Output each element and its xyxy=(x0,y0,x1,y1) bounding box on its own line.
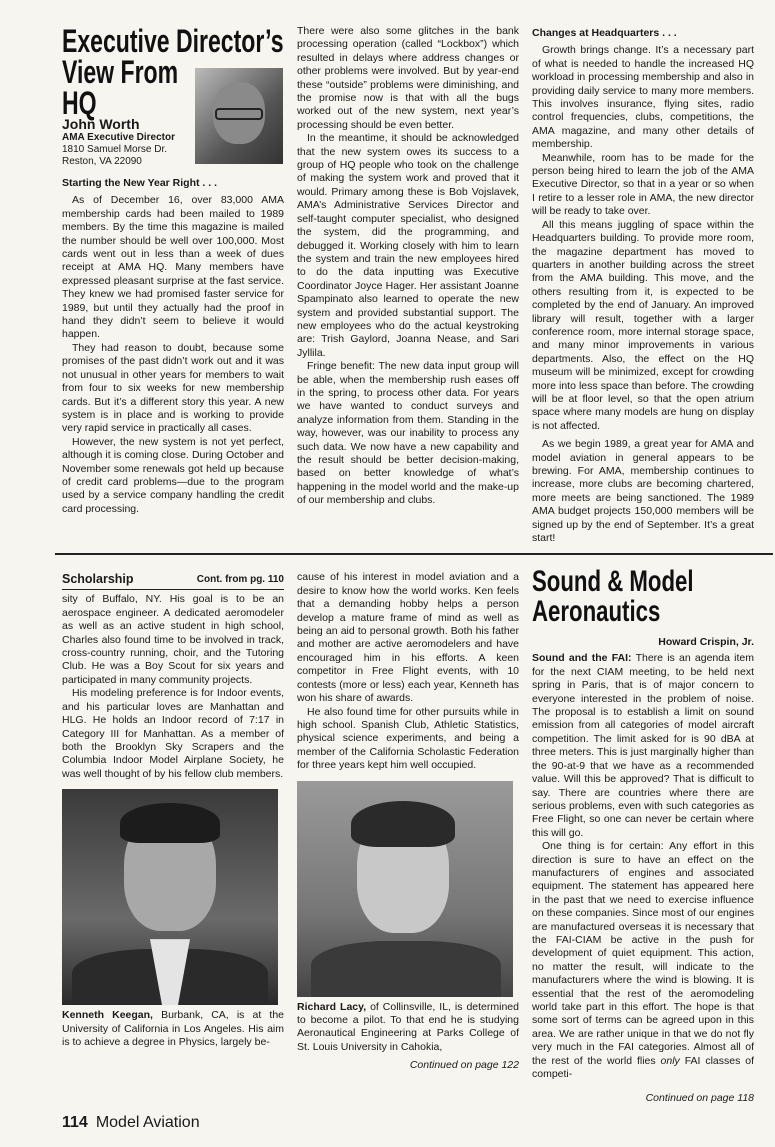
author-role: AMA Executive Director xyxy=(62,132,175,143)
scholarship-header xyxy=(62,571,284,590)
article-header xyxy=(62,25,284,177)
article1-column-3 xyxy=(532,25,754,545)
scholarship-column-1 xyxy=(62,567,284,1049)
continued-on-page-118: Continued on page 118 xyxy=(645,1092,754,1105)
address-line: Reston, VA 22090 xyxy=(62,156,142,167)
sound-article-column xyxy=(532,567,754,1105)
address-line: 1810 Samuel Morse Dr. xyxy=(62,144,168,155)
section-divider xyxy=(55,553,773,555)
paragraph: All this means juggling of space within the Headquarters building. To provide more room, the magazine department has moved to quarters in another building across the street from the AMA building. This move, and the others resulting from it, is expected to be completed by the end of January. An improved library will result, together with a larger conference room, more internal storage space, and many minor improvements in various departments. Also, the effect on the HQ museum will be minimized, except for crowding more into less space than before. The crowding will be at floor level, so that the open atrium space where many models are hung on display is not affected. xyxy=(532,218,754,432)
paragraph: As of December 16, over 83,000 AMA membership cards had been mailed to 1989 members. By the time this magazine is mailed the number should be well over 100,000. Most cards went out in less than a week of dues receipt at AMA HQ. Many members have expressed pleasant surprise at the fast service. They knew we had promised faster service for 1989, but until they actually had the proof in hand they didn’t seem to believe it would happen. xyxy=(62,194,284,341)
richard-lacy-caption xyxy=(297,1001,519,1055)
paragraph: He also found time for other pursuits while in high school. Spanish Club, Athletic Statistics, physical science experiments, and being a member of the California Scholastic Federation for three years kept him well occupied. xyxy=(297,705,519,772)
paragraph xyxy=(532,652,754,840)
paragraph: sity of Buffalo, NY. His goal is to be an aerospace engineer. A dedicated aeromodeler as well as an active student in high school, Charles also found time to be involved in track, cross-country running, choir, and the Tutoring Club. He was a Boy Scout for six years and participated in many community projects. xyxy=(62,593,284,686)
title-line: Executive Director’s xyxy=(62,23,284,59)
paragraph-text: There is an agenda item for the next CIAM meeting, to be held next spring in Paris, that is of major concern to everyone interested in the problem of noise. The proposal is to establish a limit on sound emission from all categories of model aircraft competition. The limit asked for is 90 dBA at three meters. This is just marginally higher than the 90-at-9 that we have as a recommended value. Will this be approved? That is difficult to say. There are countries where there are serious problems, even with such categories as Free Flight, so one can never be certain where this will go. xyxy=(532,652,754,839)
caption-text: Burbank, CA, is at the University of California in Los Angeles. His aim is to achieve a degree in Physics, largely be- xyxy=(62,1009,284,1048)
title-line: Sound & Model xyxy=(532,565,694,599)
paragraph: In the meantime, it should be acknowledged that the new system owes its success to a group of HQ people who took on the challenge of making the system work and proved that it would. Primary among these is Bob Vojslavek, AMA’s Administrative Services Director and self-taught computer specialist, who designed the system, did the programming, and debugged it. Working closely with him to learn the system and train the new employees hired to do the data inputting was Executive Coordinator Joyce Hager. Her assistant Joanne Spampinato also learned to operate the new system and provided substantial support. The new employees who do the actual keystroking are: Trish Gaylord, Joanna Nease, and Sari Jyllila. xyxy=(297,132,519,359)
paragraph: His modeling preference is for Indoor events, and his particular loves are Manhattan and HLG. He holds an Indoor record of 7:17 in Category III for Manhattan. As a member of both the Brooklyn Sky Scrapers and the Columbia Indoor Model Airplane Society, he was well thought of by his fellow club members. xyxy=(62,687,284,780)
title-line: Aeronautics xyxy=(532,595,661,629)
paragraph-text: One thing is for certain: Any effort in this direction is sure to have an effect on the manufacturers of engines and associated equipment. The statement has appeared here in the past that we need to exercise influence on these companies. Since most of our engines are manufactured overseas it is necessary that the FAI-CIAM be active in the push for development of quiet equipment. This action, no matter the result, will indicate to the manufacturers where the wind is blowing. It is essential that the rest of the aeromodeling world take part in this effort. The hope is that some sort of terms can be agreed upon in this area. We are rather unique in that we do not fly very much in the FAI categories. Almost all of the rest of the world flies xyxy=(532,840,754,1067)
section-heading: Starting the New Year Right . . . xyxy=(62,177,218,189)
scholarship-column-2 xyxy=(297,567,519,1072)
title-line: View From xyxy=(62,54,179,90)
author-name: John Worth xyxy=(62,116,140,132)
paragraph-tail: FAI classes of competi- xyxy=(532,1054,754,1081)
sound-article-title xyxy=(532,567,696,627)
author-portrait-photo xyxy=(195,68,283,164)
paragraph: Meanwhile, room has to be made for the person being hired to learn the job of the AMA Executive Director, so that in a year or so when I retire to a lesser role in AMA, the new director will be ready to take over. xyxy=(532,151,754,218)
paragraph xyxy=(532,840,754,1081)
section-heading: Changes at Headquarters . . . xyxy=(532,27,677,39)
top-section xyxy=(62,25,755,545)
bottom-section xyxy=(62,567,755,1105)
scholarship-heading: Scholarship xyxy=(62,572,134,587)
paragraph: They had reason to doubt, because some promises of the past didn’t work out and it was not unusual in other years for members to wait from four to six weeks for new membership cards. But it’s a different story this year. A new system is in place and is working to provide very rapid service in practically all cases. xyxy=(62,341,284,435)
sound-article-author: Howard Crispin, Jr. xyxy=(658,636,754,649)
author-block xyxy=(62,117,190,168)
paragraph: There were also some glitches in the bank processing operation (called “Lockbox”) which resulted in delays where address changes or other problems were involved. But by year-end these “outside” problems were diminishing, and the promise now is that with all the bugs worked out of the new system, next year’s processing should be even better. xyxy=(297,25,519,131)
kenneth-keegan-caption xyxy=(62,1009,284,1049)
lead-in: Sound and the FAI: xyxy=(532,652,632,665)
italic-word: only xyxy=(660,1054,680,1067)
richard-lacy-photo xyxy=(297,781,513,997)
caption-name: Kenneth Keegan, xyxy=(62,1009,153,1022)
cont-from-label: Cont. from pg. 110 xyxy=(196,574,284,586)
magazine-name: Model Aviation xyxy=(95,1114,200,1132)
page-number: 114 xyxy=(62,1114,88,1132)
paragraph: Fringe benefit: The new data input group will be able, when the membership rush eases off in the spring, to process other data. For years we have wanted to conduct surveys and analyze information from them. Standing in the way, however, was our inability to process any such data. We now have a new capability and the result should be better decision-making, based on better knowledge of what’s happening in the model world and the make-up of our membership and clubs. xyxy=(297,360,519,507)
kenneth-keegan-photo xyxy=(62,789,278,1005)
paragraph: cause of his interest in model aviation and a desire to know how the world works. Ken feels that a demanding hobby helps a person develop a mature frame of mind as well as being an aid to personal growth. Both his father and mother are active aeromodelers and have encouraged him in his efforts. A keen competitor in Free Flight events, with 10 contests (more or less) each year, Kenneth has won his share of awards. xyxy=(297,571,519,705)
continued-on-page-122: Continued on page 122 xyxy=(409,1059,519,1072)
paragraph: Growth brings change. It’s a necessary part of what is needed to handle the increased HQ workload in processing membership and also in providing daily service to many more members. This involves insurance, flying sites, radio control frequencies, clubs, competitions, the AMA magazine, and many other details of membership. xyxy=(532,44,754,151)
caption-text: of Collinsville, IL, is determined to become a pilot. To that end he is studying Aeronautical Engineering at Parks College of St. Louis University in Cahokia, xyxy=(297,1000,519,1053)
paragraph: However, the new system is not yet perfect, although it is coming close. During October and November some renewals got held up because of credit card problems—due to the program used by a service company handling the credit card processing. xyxy=(62,435,284,515)
page-footer xyxy=(62,1113,755,1133)
title-line: HQ xyxy=(62,85,97,121)
paragraph: As we begin 1989, a great year for AMA and model aviation in general appears to be brewing. For AMA, membership continues to increase, more clubs are becoming chartered, more meets are being sanctioned. The 1989 AMA budget projects 150,000 members will be signed up by the end of September. It’s a great start! xyxy=(532,438,754,545)
caption-name: Richard Lacy, xyxy=(297,1000,367,1013)
article1-column-2 xyxy=(297,25,519,508)
article1-column-1 xyxy=(62,25,284,516)
